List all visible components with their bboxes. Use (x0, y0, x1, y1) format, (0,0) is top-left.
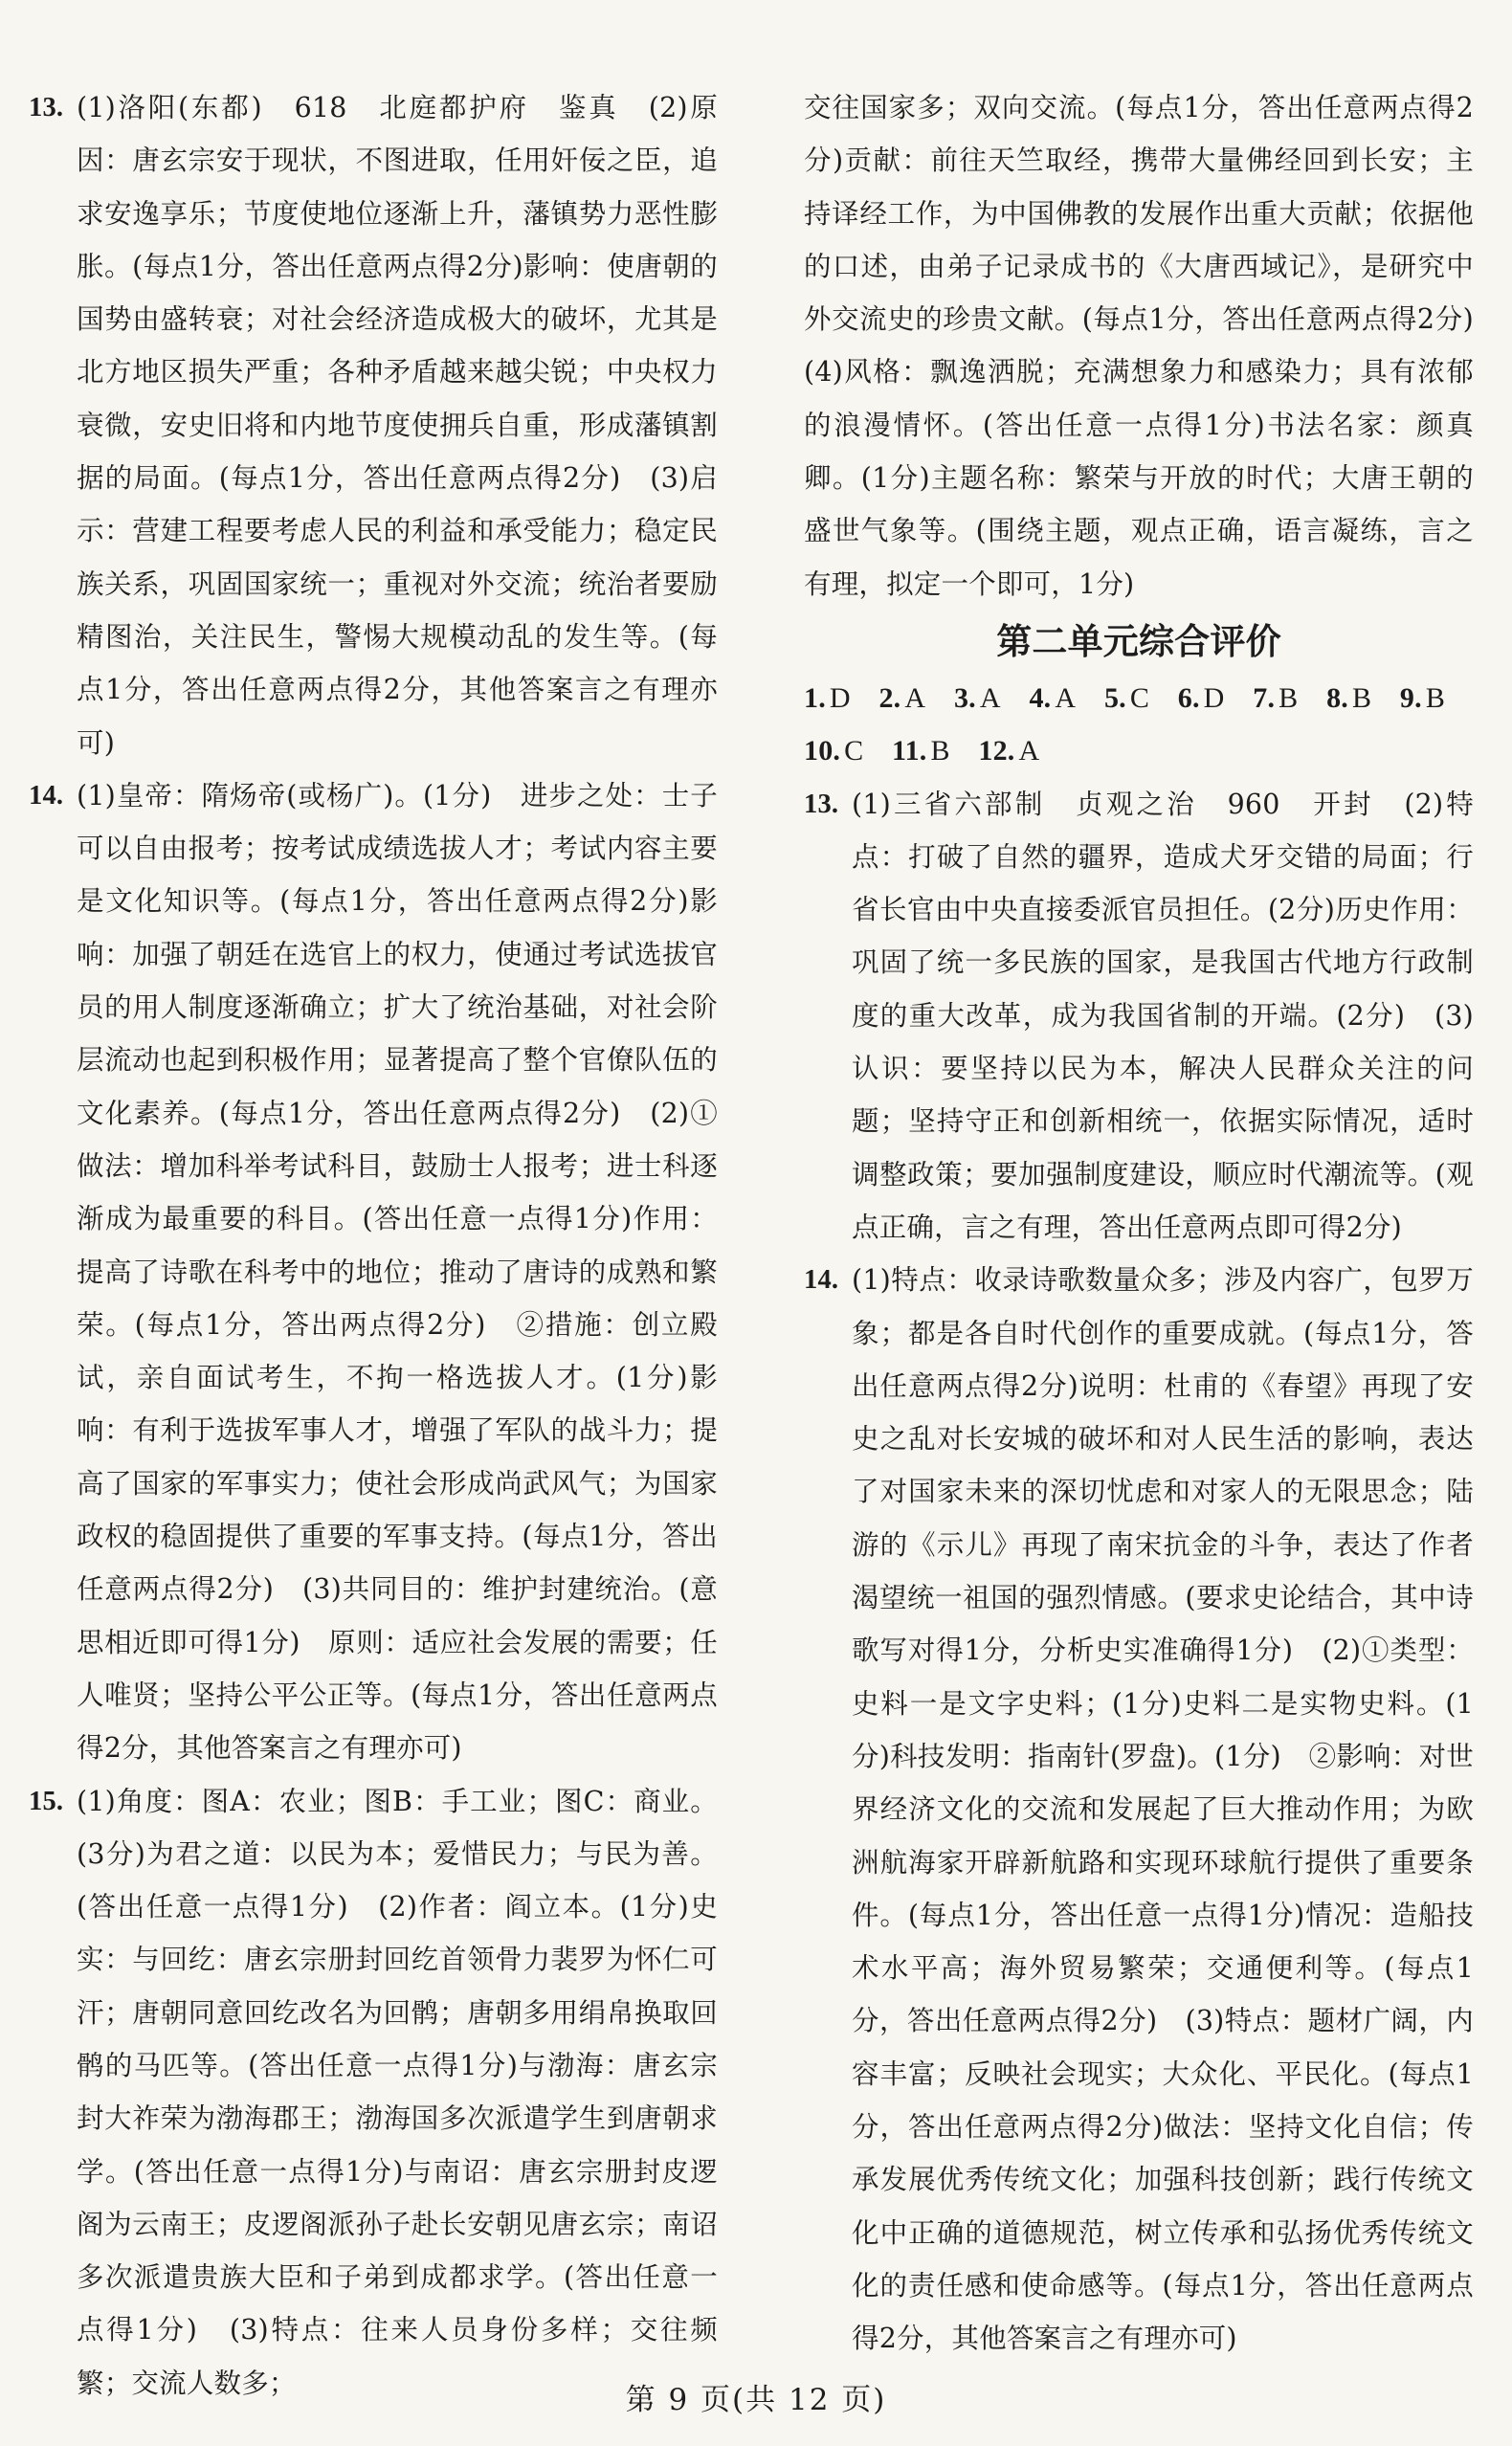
answer-text: (1)皇帝：隋炀帝(或杨广)。(1分) 进步之处：士子可以自由报考；按考试成绩选拔人才；考试内容主要是文化知识等。(每点1分，答出任意两点得2分)影响：加强了朝廷在选官上的权力，使通过考试选拔官员的用人制度逐渐确立；扩大了统治基础，对社会阶层流动也起到积极作用；显著提高了整个官僚队伍的文化素养。(每点1分，答出任意两点得2分) (2)①做法：增加科举考试科目，鼓励士人报考；进士科逐渐成为最重要的科目。(答出任意一点得1分)作用：提高了诗歌在科考中的地位；推动了唐诗的成熟和繁荣。(每点1分，答出两点得2分) ②措施：创立殿试，亲自面试考生，不拘一格选拔人才。(1分)影响：有利于选拔军事人才，增强了军队的战斗力；提高了国家的军事实力；使社会形成尚武风气；为国家政权的稳固提供了重要的军事支持。(每点1分，答出任意两点得2分) (3)共同目的：维护封建统治。(意思相近即可得1分) 原则：适应社会发展的需要；任人唯贤；坚持公平公正等。(每点1分，答出任意两点得2分，其他答案言之有理亦可) (77, 779, 718, 1765)
mc-answer: 2. A (878, 681, 926, 714)
multiple-choice-row (804, 672, 1474, 724)
mc-answer: 12. A (978, 735, 1040, 767)
answer-15 (29, 1775, 718, 2411)
unit2-answer-14 (804, 1254, 1474, 2365)
section-title: 第二单元综合评价 (996, 619, 1281, 662)
mc-answer: 9. B (1399, 681, 1446, 714)
mc-answer: 8. B (1326, 681, 1372, 714)
mc-answer: 11. B (892, 735, 950, 767)
mc-answer: 4. A (1029, 681, 1077, 714)
answer-text: (1)特点：收录诗歌数量众多；涉及内容广，包罗万象；都是各自时代创作的重要成就。(每点1分，答出任意两点得2分)说明：杜甫的《春望》再现了安史之乱对长安城的破坏和对人民生活的影响，表达了对国家未来的深切忧虑和对家人的无限思念；陆游的《示儿》再现了南宋抗金的斗争，表达了作者渴望统一祖国的强烈情感。(要求史论结合，其中诗歌写对得1分，分析史实准确得1分) (2)①类型：史料一是文字史料；(1分)史料二是实物史料。(1分)科技发明：指南针(罗盘)。(1分) ②影响：对世界经济文化的交流和发展起了巨大推动作用；为欧洲航海家开辟新航路和实现环球航行提供了重要条件。(每点1分，答出任意一点得1分)情况：造船技术水平高；海外贸易繁荣；交通便利等。(每点1分，答出任意两点得2分) (3)特点：题材广阔，内容丰富；反映社会现实；大众化、平民化。(每点1分，答出任意两点得2分)做法：坚持文化自信；传承发展优秀传统文化；加强科技创新；践行传统文化中正确的道德规范，树立传承和弘扬优秀传统文化的责任感和使命感等。(每点1分，答出任意两点得2分，其他答案言之有理亦可) (852, 1264, 1474, 2355)
mc-answer: 7. B (1253, 681, 1299, 714)
answer-number: 14. (29, 780, 64, 811)
page-footer: 第 9 页(共 12 页) (625, 2383, 887, 2417)
answer-14 (29, 769, 718, 1775)
answer-number: 15. (29, 1786, 64, 1816)
mc-answer: 3. A (953, 681, 1001, 714)
answer-text: (1)三省六部制 贞观之治 960 开封 (2)特点：打破了自然的疆界，造成犬牙交错的局面；行省长官由中央直接委派官员担任。(2分)历史作用：巩固了统一多民族的国家，是我国古代地方行政制度的重大改革，成为我国省制的开端。(2分) (3)认识：要坚持以民为本，解决人民群众关注的问题；坚持守正和创新相统一，依据实际情况，适时调整政策；要加强制度建设，顺应时代潮流等。(观点正确，言之有理，答出任意两点即可得2分) (852, 788, 1474, 1243)
answer-text: (1)洛阳(东都) 618 北庭都护府 鉴真 (2)原因：唐玄宗安于现状，不图进取，任用奸佞之臣，追求安逸享乐；节度使地位逐渐上升，藩镇势力恶性膨胀。(每点1分，答出任意两点得2分)影响：使唐朝的国势由盛转衰；对社会经济造成极大的破坏，尤其是北方地区损失严重；各种矛盾越来越尖锐；中央权力衰微，安史旧将和内地节度使拥兵自重，形成藩镇割据的局面。(每点1分，答出任意两点得2分) (3)启示：营建工程要考虑人民的利益和承受能力；稳定民族关系，巩固国家统一；重视对外交流；统治者要励精图治，关注民生，警惕大规模动乱的发生等。(每点1分，答出任意两点得2分，其他答案言之有理亦可) (77, 92, 718, 759)
mc-answer: 10. C (804, 735, 864, 767)
right-column (804, 81, 1501, 2365)
answer-number: 14. (804, 1265, 839, 1296)
answer-number: 13. (29, 93, 64, 122)
answer-text: (1)角度：图A：农业；图B：手工业；图C：商业。(3分)为君之道：以民为本；爱惜民力；与民为善。(答出任意一点得1分) (2)作者：阎立本。(1分)史实：与回纥：唐玄宗册封回纥首领骨力裴罗为怀仁可汗；唐朝同意回纥改名为回鹘；唐朝多用绢帛换取回鹘的马匹等。(答出任意一点得1分)与渤海：唐玄宗封大祚荣为渤海郡王；渤海国多次派遣学生到唐朝求学。(答出任意一点得1分)与南诏：唐玄宗册封皮逻阁为云南王；皮逻阁派孙子赴长安朝见唐玄宗；南诏多次派遣贵族大臣和子弟到成都求学。(答出任意一点得1分) (3)特点：往来人员身份多样；交往频繁；交流人数多； (77, 1785, 719, 2399)
mc-answer: 6. D (1177, 681, 1225, 714)
multiple-choice-row (804, 724, 1474, 777)
answer-15-continuation: 交往国家多；双向交流。(每点1分，答出任意两点得2分)贡献：前往天竺取经，携带大量佛经回到长安；主持译经工作，为中国佛教的发展作出重大贡献；依据他的口述，由弟子记录成书的《大唐西域记》，是研究中外交流史的珍贵文献。(每点1分，答出任意两点得2分) (4)风格：飘逸洒脱；充满想象力和感染力；具有浓郁的浪漫情怀。(答出任意一点得1分)书法名家：颜真卿。(1分)主题名称：繁荣与开放的时代；大唐王朝的盛世气象等。(围绕主题，观点正确，语言凝练，言之有理，拟定一个即可，1分) (804, 92, 1501, 600)
unit2-answer-13 (804, 778, 1474, 1255)
answer-13 (29, 81, 718, 769)
mc-answer: 5. C (1103, 681, 1150, 714)
answer-number: 13. (804, 789, 839, 819)
mc-answer: 1. D (804, 681, 851, 714)
left-column (29, 81, 718, 2410)
